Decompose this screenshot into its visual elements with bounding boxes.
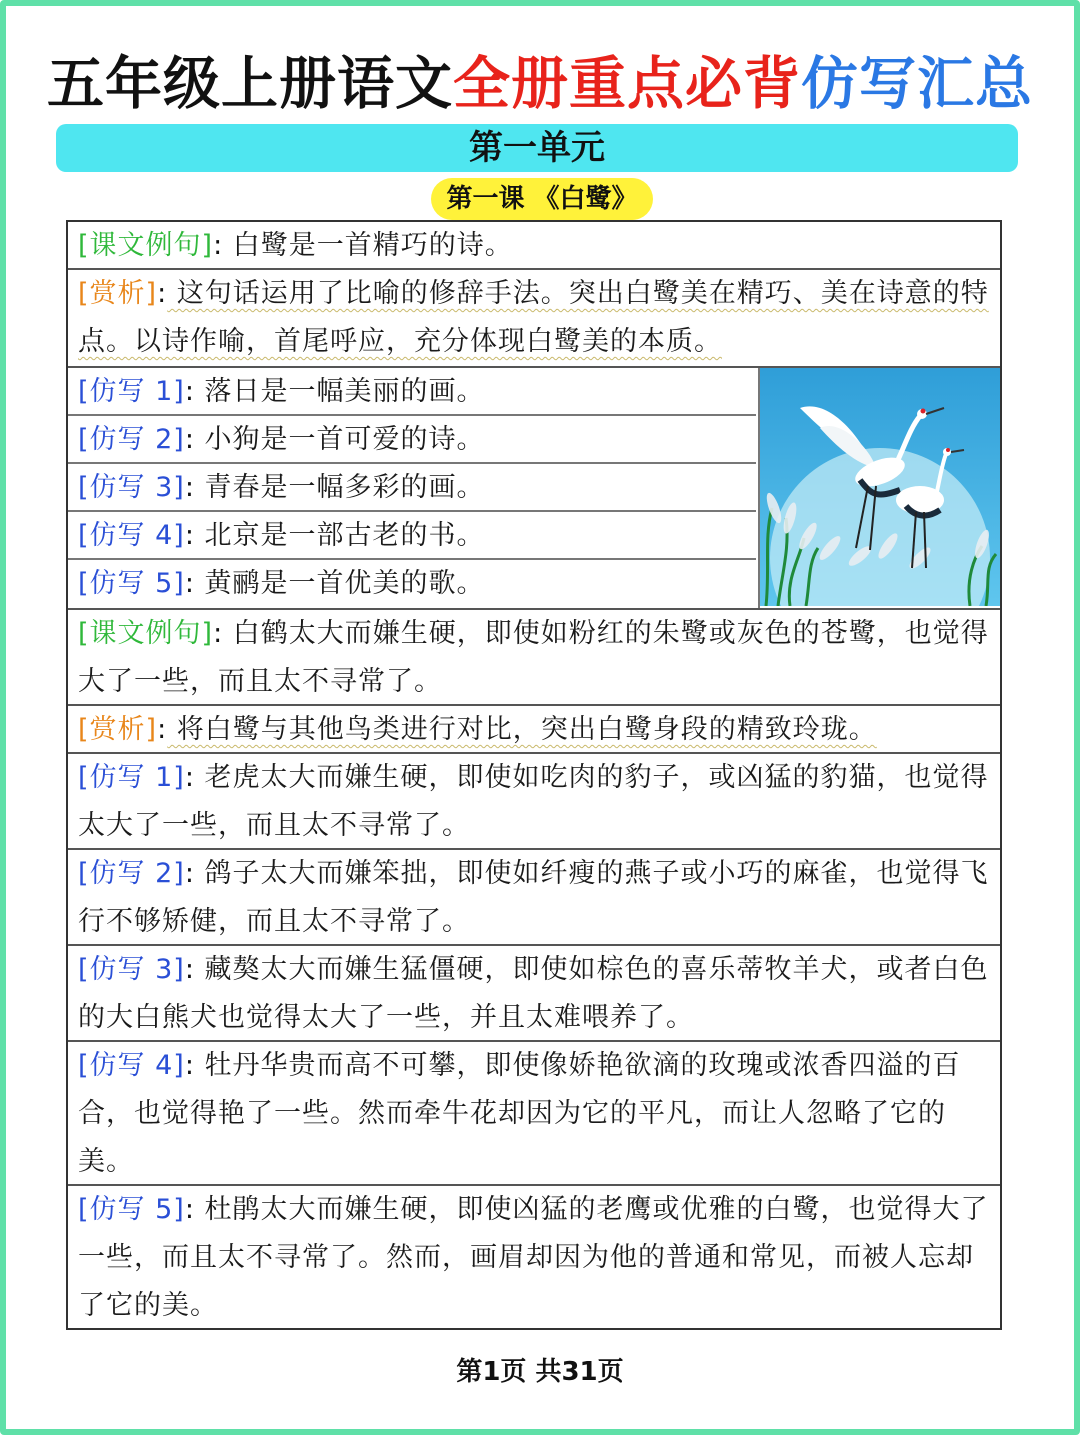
table-row: [课文例句]: 白鹭是一首精巧的诗。: [68, 222, 1000, 270]
table-row: [仿写 3]: 藏獒太大而嫌生猛僵硬，即使如棕色的喜乐蒂牧羊犬，或者白色的大白熊犬也觉得太大了一些，并且太难喂养了。: [68, 946, 1000, 1042]
row-text: 藏獒太大而嫌生猛僵硬，即使如棕色的喜乐蒂牧羊犬，或者白色的大白熊犬也觉得太大了一些，并且太难喂养了。: [78, 954, 989, 1033]
table-row: [仿写 2]: 鸽子太大而嫌笨拙，即使如纤瘦的燕子或小巧的麻雀，也觉得飞行不够矫健，而且太不寻常了。: [68, 850, 1000, 946]
row-tag: [课文例句]: [78, 230, 214, 261]
row-text: 黄鹂是一首优美的歌。: [194, 568, 485, 599]
row-text: 这句话运用了比喻的修辞手法。突出白鹭美在精巧、美在诗意的特点。以诗作喻，首尾呼应，充分体现白鹭美的本质。: [78, 278, 989, 357]
table-row: [仿写 3]: 青春是一幅多彩的画。: [68, 464, 756, 512]
table-row: [仿写 1]: 老虎太大而嫌生硬，即使如吃肉的豹子，或凶猛的豹猫，也觉得太大了一些，而且太不寻常了。: [68, 754, 1000, 850]
page-title: [0, 44, 1080, 124]
row-tag: [仿写 5]: [78, 568, 185, 599]
unit-heading: 第一单元: [56, 124, 1018, 172]
row-text: 老虎太大而嫌生硬，即使如吃肉的豹子，或凶猛的豹猫，也觉得太大了一些，而且太不寻常了。: [78, 762, 989, 841]
table-row: [仿写 4]: 牡丹华贵而高不可攀，即使像娇艳欲滴的玫瑰或浓香四溢的百合，也觉得艳了一些。然而牵牛花却因为它的平凡，而让人忽略了它的美。: [68, 1042, 1000, 1186]
table-row: [仿写 2]: 小狗是一首可爱的诗。: [68, 416, 756, 464]
row-tag: [仿写 1]: [78, 376, 185, 407]
table-row: [课文例句]: 白鹤太大而嫌生硬，即使如粉红的朱鹭或灰色的苍鹭，也觉得大了一些，而且太不寻常了。: [68, 608, 1000, 706]
row-tag: [仿写 3]: [78, 472, 185, 503]
table-row: [仿写 1]: 落日是一幅美丽的画。: [68, 368, 756, 416]
row-text: 牡丹华贵而高不可攀，即使像娇艳欲滴的玫瑰或浓香四溢的百合，也觉得艳了一些。然而牵牛花却因为它的平凡，而让人忽略了它的美。: [78, 1050, 961, 1177]
row-text: 白鹭是一首精巧的诗。: [223, 230, 513, 261]
row-tag: [仿写 3]: [78, 954, 185, 985]
egret-illustration-icon: [758, 368, 1000, 608]
title-part-blue: 仿写汇总: [801, 50, 1033, 117]
row-tag: [仿写 1]: [78, 762, 185, 793]
row-tag: [赏析]: [78, 278, 158, 309]
row-tag: [仿写 4]: [78, 1050, 185, 1081]
row-text: 杜鹃太大而嫌生硬，即使凶猛的老鹰或优雅的白鹭，也觉得大了一些，而且太不寻常了。然而，画眉却因为他的普通和常见，而被人忘却了它的美。: [78, 1194, 989, 1321]
table-row: [仿写 5]: 黄鹂是一首优美的歌。: [78, 568, 485, 599]
row-text: 将白鹭与其他鸟类进行对比，突出白鹭身段的精致玲珑。: [167, 714, 877, 745]
row-tag: [仿写 2]: [78, 424, 185, 455]
title-part-red: 全册重点必背: [453, 50, 801, 117]
row-text: 落日是一幅美丽的画。: [194, 376, 485, 407]
table-row: [仿写 4]: 北京是一部古老的书。: [68, 512, 756, 560]
row-text: 鸽子太大而嫌笨拙，即使如纤瘦的燕子或小巧的麻雀，也觉得飞行不够矫健，而且太不寻常了。: [78, 858, 989, 937]
row-tag: [仿写 4]: [78, 520, 185, 551]
row-tag: [仿写 5]: [78, 1194, 185, 1225]
row-text: 白鹤太大而嫌生硬，即使如粉红的朱鹭或灰色的苍鹭，也觉得大了一些，而且太不寻常了。: [78, 618, 989, 697]
table-row: [赏析]: 这句话运用了比喻的修辞手法。突出白鹭美在精巧、美在诗意的特点。以诗作喻，首尾呼应，充分体现白鹭美的本质。: [68, 270, 1000, 368]
row-text: 北京是一部古老的书。: [194, 520, 485, 551]
content-table: [66, 220, 1002, 1330]
row-tag: [仿写 2]: [78, 858, 185, 889]
row-tag: [赏析]: [78, 714, 158, 745]
lesson-heading: 第一课 《白鹭》: [431, 178, 653, 220]
row-text: 小狗是一首可爱的诗。: [194, 424, 485, 455]
row-text: 青春是一幅多彩的画。: [194, 472, 485, 503]
table-row: [赏析]: 将白鹭与其他鸟类进行对比，突出白鹭身段的精致玲珑。: [68, 706, 1000, 754]
table-row: [仿写 5]: 杜鹃太大而嫌生硬，即使凶猛的老鹰或优雅的白鹭，也觉得大了一些，而且太不寻常了。然而，画眉却因为他的普通和常见，而被人忘却了它的美。: [78, 1194, 989, 1321]
page-number: 第1页 共31页: [456, 1357, 624, 1387]
row-tag: [课文例句]: [78, 618, 214, 649]
title-part-black: 五年级上册语文: [47, 50, 453, 117]
